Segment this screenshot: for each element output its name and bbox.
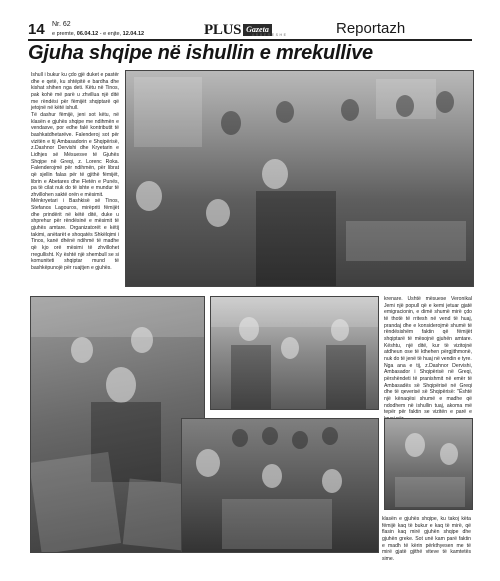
person-head — [221, 111, 241, 135]
child-face — [206, 199, 230, 227]
book-shape — [30, 452, 121, 553]
child-face — [405, 433, 425, 457]
date-from: 06.04.12 — [76, 31, 99, 37]
teacher-face — [239, 317, 259, 341]
logo-plus: PLUS — [204, 21, 242, 38]
article-headline: Gjuha shqipe në ishullin e mrekullive — [28, 42, 373, 64]
child-face — [322, 469, 342, 493]
column-1-text: Ishull i bukur ku çdo gjë duket e pastër dhe e qetë, ku shtëpitë e bardha dhe kishat shihen nga deti. Këtu në Tinos, pak kohë më parë u zhvillua një ditë me rëndësi për fëmijët shqiptarë që jetojnë në këtë ishull. Të dashur fëmijë, jeni sot këtu, në klasën e gjuhës shqipe me ndihmën e vendasve, por edhe falë kontributit të bashkatdhetarëve. Falenderoj sot për vizitën e tij Ambasadorin e Shqipërisë, z.Dashnor Dervishi dhe Kryetarin e Lidhjes së Mësuesve të Gjuhës Shqipe në Greqi, z. Lorenc Roka. Falenderojmë për ndihmën, për librat që sjellin falas për të gjithë fëmijët, librin e Abetares dhe Fletën e Punës, pa të cilat nuk do të ishte e mundur të zhvillohen saktë orën e mësimit. Mënkryetari i Bashkisë së Tinos, Stefanos Lagouros, mirëpriti fëmijët dhe prindërit në këtë ditë, duke u shprehur për rëndësinë e mësimit të gjuhës amtare. Organizatorët e këtij takimi, anëtarët e shoqatës Shkëlqimi i Tinos, kanë dhënë ndihmë të madhe që kjo orë mësimi të zhvillohet rregullisht. Ky është një shembull se si komuniteti shqiptar mund të bashkëpunojë për ruajtjen e gjuhës. — [31, 72, 119, 272]
woman-face — [196, 449, 220, 477]
desk-shape — [346, 221, 466, 261]
wall-shape — [211, 297, 379, 327]
logo-gazeta: Gazeta — [243, 24, 272, 36]
child-face — [262, 464, 282, 488]
classroom-visit-photo — [125, 70, 474, 287]
whiteboard-shape — [134, 77, 202, 147]
woman-body — [326, 345, 366, 410]
child-head — [322, 427, 338, 445]
issue-number: Nr. 62 — [52, 21, 71, 28]
section-title: Reportazh — [336, 20, 406, 37]
woman-face — [331, 319, 349, 341]
column-2-text: krenare. Ushtë mësuese Veronikal Jemi një popull që e kemi jetuar gjatë emigracionin, e dimë shumë mirë çdo të thotë të rritesh në vend të huaj, prandaj dhe e konsiderojmë shumë të rëndësishëm faktin që fëmijët shqiptarë të mësojnë gjuhën amtare. Kështu, një ditë, kur të vizitojnë atdheun ose të kthehen përgjithmonë, nuk do të jenë të huaj në vendin e tyre. Nga ana e tij, z.Dashnor Dervishi, Ambasador i Shqipërisë në Greqi, përshëndeti të pranishmit në emër të Ambasadës së Shqipërisë në Greqi dhe të qeverisë së Shqipërisë: "Është një kënaqësi shumë e madhe që ndodhem në ishullin tuaj, akoma më tepër për faktin se vizitën e parë e — [384, 296, 472, 416]
child-face — [281, 337, 299, 359]
person-head — [276, 101, 294, 123]
wall-shape — [31, 297, 205, 337]
child-head — [262, 427, 278, 445]
article-column-2 — [384, 296, 472, 422]
child-face — [440, 443, 458, 465]
table-shape — [222, 499, 332, 549]
teacher-with-children-photo — [210, 296, 379, 410]
child-face — [71, 337, 93, 363]
dates-prefix: e premte, — [52, 31, 76, 37]
teacher-body — [231, 345, 271, 410]
article-column-1 — [31, 72, 119, 272]
person-head — [396, 95, 414, 117]
book-shape — [395, 477, 465, 507]
column-3-text: klasën e gjuhës shqipe, ku takoj këta fëmijë kaq të bukur e kaq të mirë, që flasin kaq mirë gjuhën shqipe dhe gjuhën greke. Sot unë kam parë faktin e madh të kërin përkthyesen me të mirë gjatë gjithë vitеve të kamtеtës sime. — [382, 516, 471, 562]
issue-dates — [52, 31, 144, 37]
person-head — [341, 99, 359, 121]
person-head — [436, 91, 454, 113]
page-number: 14 — [28, 21, 45, 38]
man-face — [262, 159, 288, 189]
group-with-ambassador-photo — [181, 418, 379, 553]
child-face — [131, 327, 153, 353]
date-to: 12.04.12 — [122, 31, 145, 37]
suit-figure — [256, 191, 336, 287]
girls-in-classroom-photo — [30, 296, 205, 553]
article-column-3 — [382, 516, 471, 563]
girl-face — [136, 181, 162, 211]
header-rule — [28, 39, 472, 41]
logo-tagline: A R B Ë R E S H E — [252, 33, 287, 37]
girl-face — [106, 367, 136, 403]
child-head — [292, 431, 308, 449]
dates-mid: - e enjte, — [99, 31, 122, 37]
children-reading-photo — [384, 418, 473, 510]
child-head — [232, 429, 248, 447]
